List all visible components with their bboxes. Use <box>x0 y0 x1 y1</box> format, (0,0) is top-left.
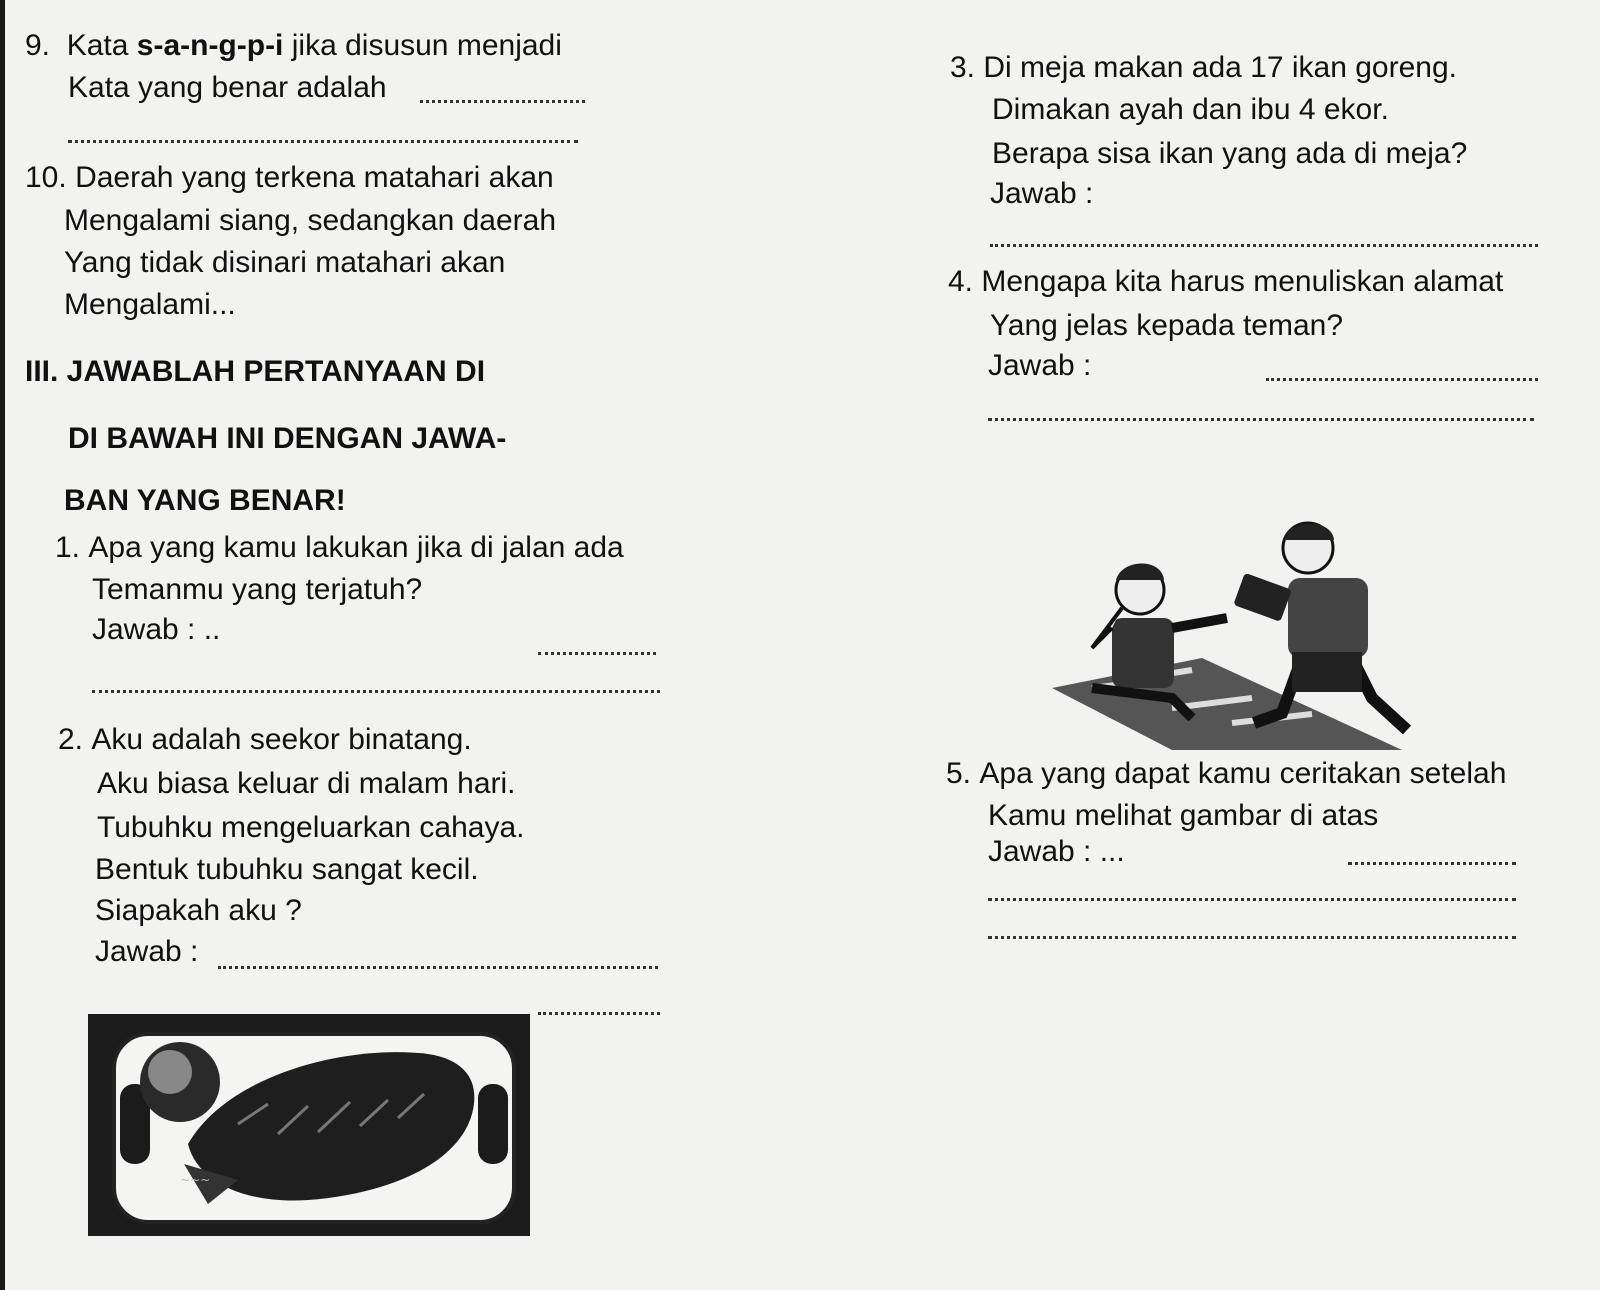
q3-answer-line[interactable] <box>990 244 1538 247</box>
q9-line1: 9. Kata s-a-n-g-p-i jika disusun menjadi <box>25 29 562 62</box>
q2-answer-line-1[interactable] <box>218 966 658 969</box>
q2-answer-line-2[interactable] <box>538 1012 660 1015</box>
q2-line5: Siapakah aku ? <box>95 894 302 927</box>
tray-print-text: ~~~ <box>180 1173 211 1187</box>
section-3-heading-line2: DI BAWAH INI DENGAN JAWA- <box>68 422 507 455</box>
section-3-heading-line3: BAN YANG BENAR! <box>64 484 346 517</box>
page-binding-edge <box>0 0 5 1290</box>
fried-fish-tray-image <box>88 1014 530 1236</box>
q2-line4: Bentuk tubuhku sangat kecil. <box>95 853 479 886</box>
q4-line2: Yang jelas kepada teman? <box>990 309 1344 342</box>
section-3-heading-line1: III. JAWABLAH PERTANYAAN DI <box>25 355 486 388</box>
q2-line3: Tubuhku mengeluarkan cahaya. <box>97 811 525 844</box>
q4-answer-line-2[interactable] <box>988 418 1534 421</box>
q9-answer-line-2[interactable] <box>68 140 578 143</box>
q5-answer-label: Jawab : ... <box>988 835 1125 868</box>
q9-line2: Kata yang benar adalah <box>68 71 387 104</box>
q5-answer-line-3[interactable] <box>988 936 1516 939</box>
q2-line1: 2. Aku adalah seekor binatang. <box>58 723 472 756</box>
q10-line3: Yang tidak disinari matahari akan <box>64 246 506 279</box>
q4-answer-line-1[interactable] <box>1266 378 1538 381</box>
q10-line4: Mengalami... <box>64 288 236 321</box>
q9-answer-line-1[interactable] <box>420 100 585 103</box>
q3-line1: 3. Di meja makan ada 17 ikan goreng. <box>950 51 1457 84</box>
q5-answer-line-1[interactable] <box>1348 862 1516 865</box>
q5-line1: 5. Apa yang dapat kamu ceritakan setelah <box>946 757 1507 790</box>
q10-line2: Mengalami siang, sedangkan daerah <box>64 204 556 237</box>
q5-answer-line-2[interactable] <box>988 898 1516 901</box>
q1-answer-line-1[interactable] <box>538 652 656 655</box>
q4-answer-label: Jawab : <box>988 349 1092 382</box>
q3-line3: Berapa sisa ikan yang ada di meja? <box>992 137 1468 170</box>
q4-line1: 4. Mengapa kita harus menuliskan alamat <box>948 265 1504 298</box>
q2-answer-label: Jawab : <box>95 935 199 968</box>
q1-line1: 1. Apa yang kamu lakukan jika di jalan ada <box>55 531 624 564</box>
q10-line1: 10. Daerah yang terkena matahari akan <box>25 161 554 194</box>
q1-answer-label: Jawab : .. <box>92 613 221 646</box>
q1-answer-line-2[interactable] <box>92 690 660 693</box>
q3-answer-label: Jawab : <box>990 177 1094 210</box>
q5-line2: Kamu melihat gambar di atas <box>988 799 1379 832</box>
q1-line2: Temanmu yang terjatuh? <box>92 573 423 606</box>
q2-line2: Aku biasa keluar di malam hari. <box>97 767 516 800</box>
q3-line2: Dimakan ayah dan ibu 4 ekor. <box>992 93 1389 126</box>
children-crying-image <box>1052 518 1422 758</box>
